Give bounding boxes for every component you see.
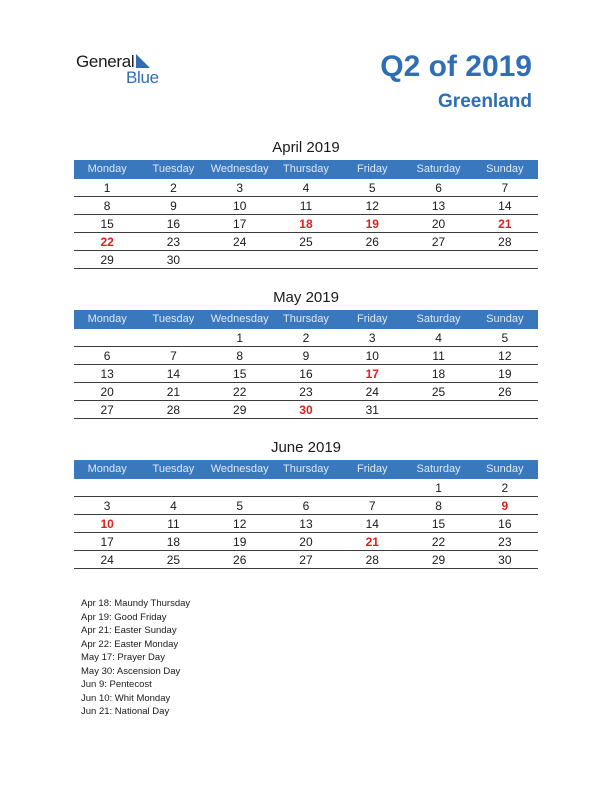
month-title: June 2019	[270, 439, 342, 456]
date-cell: 3	[236, 181, 244, 195]
date-cell: 22	[233, 385, 247, 399]
date-cell: 25	[166, 553, 181, 567]
date-cell: 2	[170, 181, 177, 195]
date-cell: 19	[498, 367, 512, 381]
weekday-label: Sunday	[486, 463, 524, 475]
logo-blue-text: Blue	[126, 68, 159, 87]
holiday-list	[81, 597, 190, 719]
week-row	[74, 197, 538, 215]
date-cell: 17	[233, 217, 247, 231]
date-cell: 12	[233, 517, 247, 531]
weekday-label: Thursday	[283, 163, 329, 175]
week-row	[74, 551, 538, 569]
week-row	[74, 497, 538, 515]
date-cell: 23	[498, 535, 512, 549]
date-cell: 29	[233, 403, 247, 417]
date-cell: 24	[233, 235, 247, 249]
holiday-date-cell: 21	[365, 535, 379, 549]
date-cell: 21	[166, 385, 181, 399]
weekday-label: Monday	[87, 313, 127, 325]
week-row	[74, 515, 538, 533]
date-cell: 4	[170, 499, 177, 513]
weekday-label: Monday	[87, 463, 127, 475]
date-cell	[405, 401, 471, 418]
date-cell: 4	[435, 331, 442, 345]
weekday-label: Thursday	[283, 463, 329, 475]
date-cell: 11	[299, 199, 313, 213]
date-cell: 13	[299, 517, 313, 531]
date-cell: 13	[100, 367, 114, 381]
week-row	[74, 533, 538, 551]
date-cell: 24	[100, 553, 114, 567]
date-cell: 7	[368, 499, 376, 513]
date-cell: 15	[100, 217, 114, 231]
date-cell	[273, 479, 339, 496]
date-cell	[472, 401, 538, 418]
date-cell: 2	[302, 331, 310, 345]
weekday-label: Tuesday	[152, 163, 195, 175]
date-cell: 5	[236, 499, 244, 513]
weekday-label: Friday	[356, 313, 388, 325]
date-cell	[339, 479, 405, 496]
weekday-label: Thursday	[283, 313, 329, 325]
weekday-label: Sunday	[486, 313, 524, 325]
date-cell: 31	[365, 403, 379, 417]
date-cell: 20	[431, 217, 446, 231]
date-cell: 25	[431, 385, 446, 399]
weekday-label: Tuesday	[152, 463, 195, 475]
date-cell: 1	[103, 181, 111, 195]
date-cell	[472, 251, 538, 268]
week-row	[74, 251, 538, 269]
date-cell	[207, 251, 273, 268]
date-cell	[339, 251, 405, 268]
date-cell: 18	[166, 535, 181, 549]
month-april	[74, 138, 538, 269]
date-cell	[140, 479, 206, 496]
date-cell: 29	[431, 553, 446, 567]
month-june	[74, 438, 538, 569]
date-cell: 12	[365, 199, 379, 213]
week-row	[74, 347, 538, 365]
date-cell: 10	[233, 199, 247, 213]
holiday-date-cell: 18	[299, 217, 313, 231]
month-title: May 2019	[273, 289, 339, 306]
holiday-item: May 30: Ascension Day	[81, 665, 181, 677]
date-cell: 8	[435, 499, 442, 513]
date-cell: 15	[233, 367, 247, 381]
date-cell: 13	[431, 199, 446, 213]
week-row	[74, 383, 538, 401]
holiday-item: Jun 21: National Day	[81, 706, 170, 717]
weekday-label: Friday	[356, 163, 388, 175]
week-row	[74, 365, 538, 383]
date-cell: 24	[365, 385, 379, 399]
holiday-date-cell: 22	[100, 235, 114, 249]
date-cell: 6	[302, 499, 310, 513]
date-cell: 23	[299, 385, 313, 399]
date-cell: 19	[233, 535, 247, 549]
holiday-item: Apr 19: Good Friday	[81, 611, 167, 623]
weekday-label: Wednesday	[210, 163, 269, 175]
date-cell: 26	[498, 385, 512, 399]
logo-flag-icon	[136, 54, 150, 68]
week-row	[74, 401, 538, 419]
date-cell: 14	[365, 517, 379, 531]
date-cell: 12	[498, 349, 512, 363]
date-cell: 9	[302, 349, 310, 363]
holiday-item: Apr 18: Maundy Thursday	[81, 598, 191, 609]
month-may	[74, 288, 538, 419]
page-subtitle: Greenland	[438, 91, 532, 112]
holiday-item: Jun 9: Pentecost	[81, 679, 152, 690]
page-title: Q2 of 2019	[380, 50, 532, 83]
weekday-label: Tuesday	[152, 313, 195, 325]
date-cell	[207, 479, 273, 496]
week-row	[74, 233, 538, 251]
date-cell: 1	[435, 481, 442, 495]
weekday-label: Saturday	[416, 313, 461, 325]
date-cell: 26	[233, 553, 247, 567]
date-cell: 28	[498, 235, 512, 249]
date-cell	[273, 251, 339, 268]
week-row	[74, 479, 538, 497]
date-cell: 10	[365, 349, 379, 363]
date-cell: 4	[302, 181, 310, 195]
date-cell: 9	[170, 199, 177, 213]
date-cell: 3	[368, 331, 376, 345]
weekday-label: Saturday	[416, 163, 461, 175]
week-row	[74, 329, 538, 347]
date-cell: 5	[368, 181, 376, 195]
week-row	[74, 179, 538, 197]
date-cell: 23	[166, 235, 181, 249]
date-cell: 6	[103, 349, 111, 363]
logo-general-text: General	[76, 52, 135, 71]
date-cell: 16	[498, 517, 512, 531]
holiday-date-cell: 17	[365, 367, 379, 381]
date-cell: 30	[166, 253, 181, 267]
date-cell: 20	[299, 535, 313, 549]
week-row	[74, 215, 538, 233]
date-cell: 8	[103, 199, 111, 213]
date-cell: 8	[236, 349, 244, 363]
date-cell: 3	[103, 499, 111, 513]
holiday-item: Apr 21: Easter Sunday	[81, 625, 177, 636]
holiday-date-cell: 19	[365, 217, 379, 231]
date-cell: 22	[431, 535, 446, 549]
date-cell: 28	[166, 403, 181, 417]
weekday-label: Saturday	[416, 463, 461, 475]
date-cell: 14	[498, 199, 512, 213]
date-cell: 7	[170, 349, 177, 363]
month-title: April 2019	[272, 139, 340, 156]
weekday-header	[74, 460, 538, 479]
holiday-date-cell: 10	[100, 517, 114, 531]
date-cell: 18	[431, 367, 446, 381]
date-cell	[405, 251, 471, 268]
weekday-label: Friday	[356, 463, 388, 475]
date-cell: 17	[100, 535, 114, 549]
date-cell: 25	[299, 235, 313, 249]
holiday-date-cell: 21	[498, 217, 512, 231]
date-cell: 16	[299, 367, 313, 381]
weekday-label: Wednesday	[210, 463, 269, 475]
weekday-label: Monday	[87, 163, 127, 175]
date-cell: 27	[100, 403, 114, 417]
date-cell: 27	[299, 553, 313, 567]
date-cell	[74, 479, 140, 496]
date-cell: 11	[167, 517, 180, 531]
date-cell: 27	[431, 235, 446, 249]
date-cell: 2	[501, 481, 509, 495]
weekday-label: Wednesday	[210, 313, 269, 325]
holiday-date-cell: 30	[299, 403, 313, 417]
date-cell: 14	[166, 367, 181, 381]
holiday-item: Jun 10: Whit Monday	[81, 692, 171, 704]
date-cell: 6	[435, 181, 442, 195]
date-cell: 16	[166, 217, 181, 231]
date-cell: 29	[100, 253, 114, 267]
date-cell: 1	[236, 331, 244, 345]
weekday-header	[74, 160, 538, 179]
date-cell: 15	[431, 517, 446, 531]
holiday-item: May 17: Prayer Day	[81, 652, 165, 663]
date-cell: 7	[501, 181, 509, 195]
date-cell	[74, 329, 140, 346]
holiday-item: Apr 22: Easter Monday	[81, 638, 179, 650]
date-cell: 30	[498, 553, 512, 567]
holiday-date-cell: 9	[501, 499, 509, 513]
date-cell: 28	[365, 553, 379, 567]
date-cell: 20	[100, 385, 114, 399]
weekday-label: Sunday	[486, 163, 524, 175]
date-cell: 26	[365, 235, 379, 249]
date-cell: 11	[432, 349, 445, 363]
date-cell	[140, 329, 206, 346]
weekday-header	[74, 310, 538, 329]
date-cell: 5	[501, 331, 509, 345]
logo	[76, 52, 186, 88]
